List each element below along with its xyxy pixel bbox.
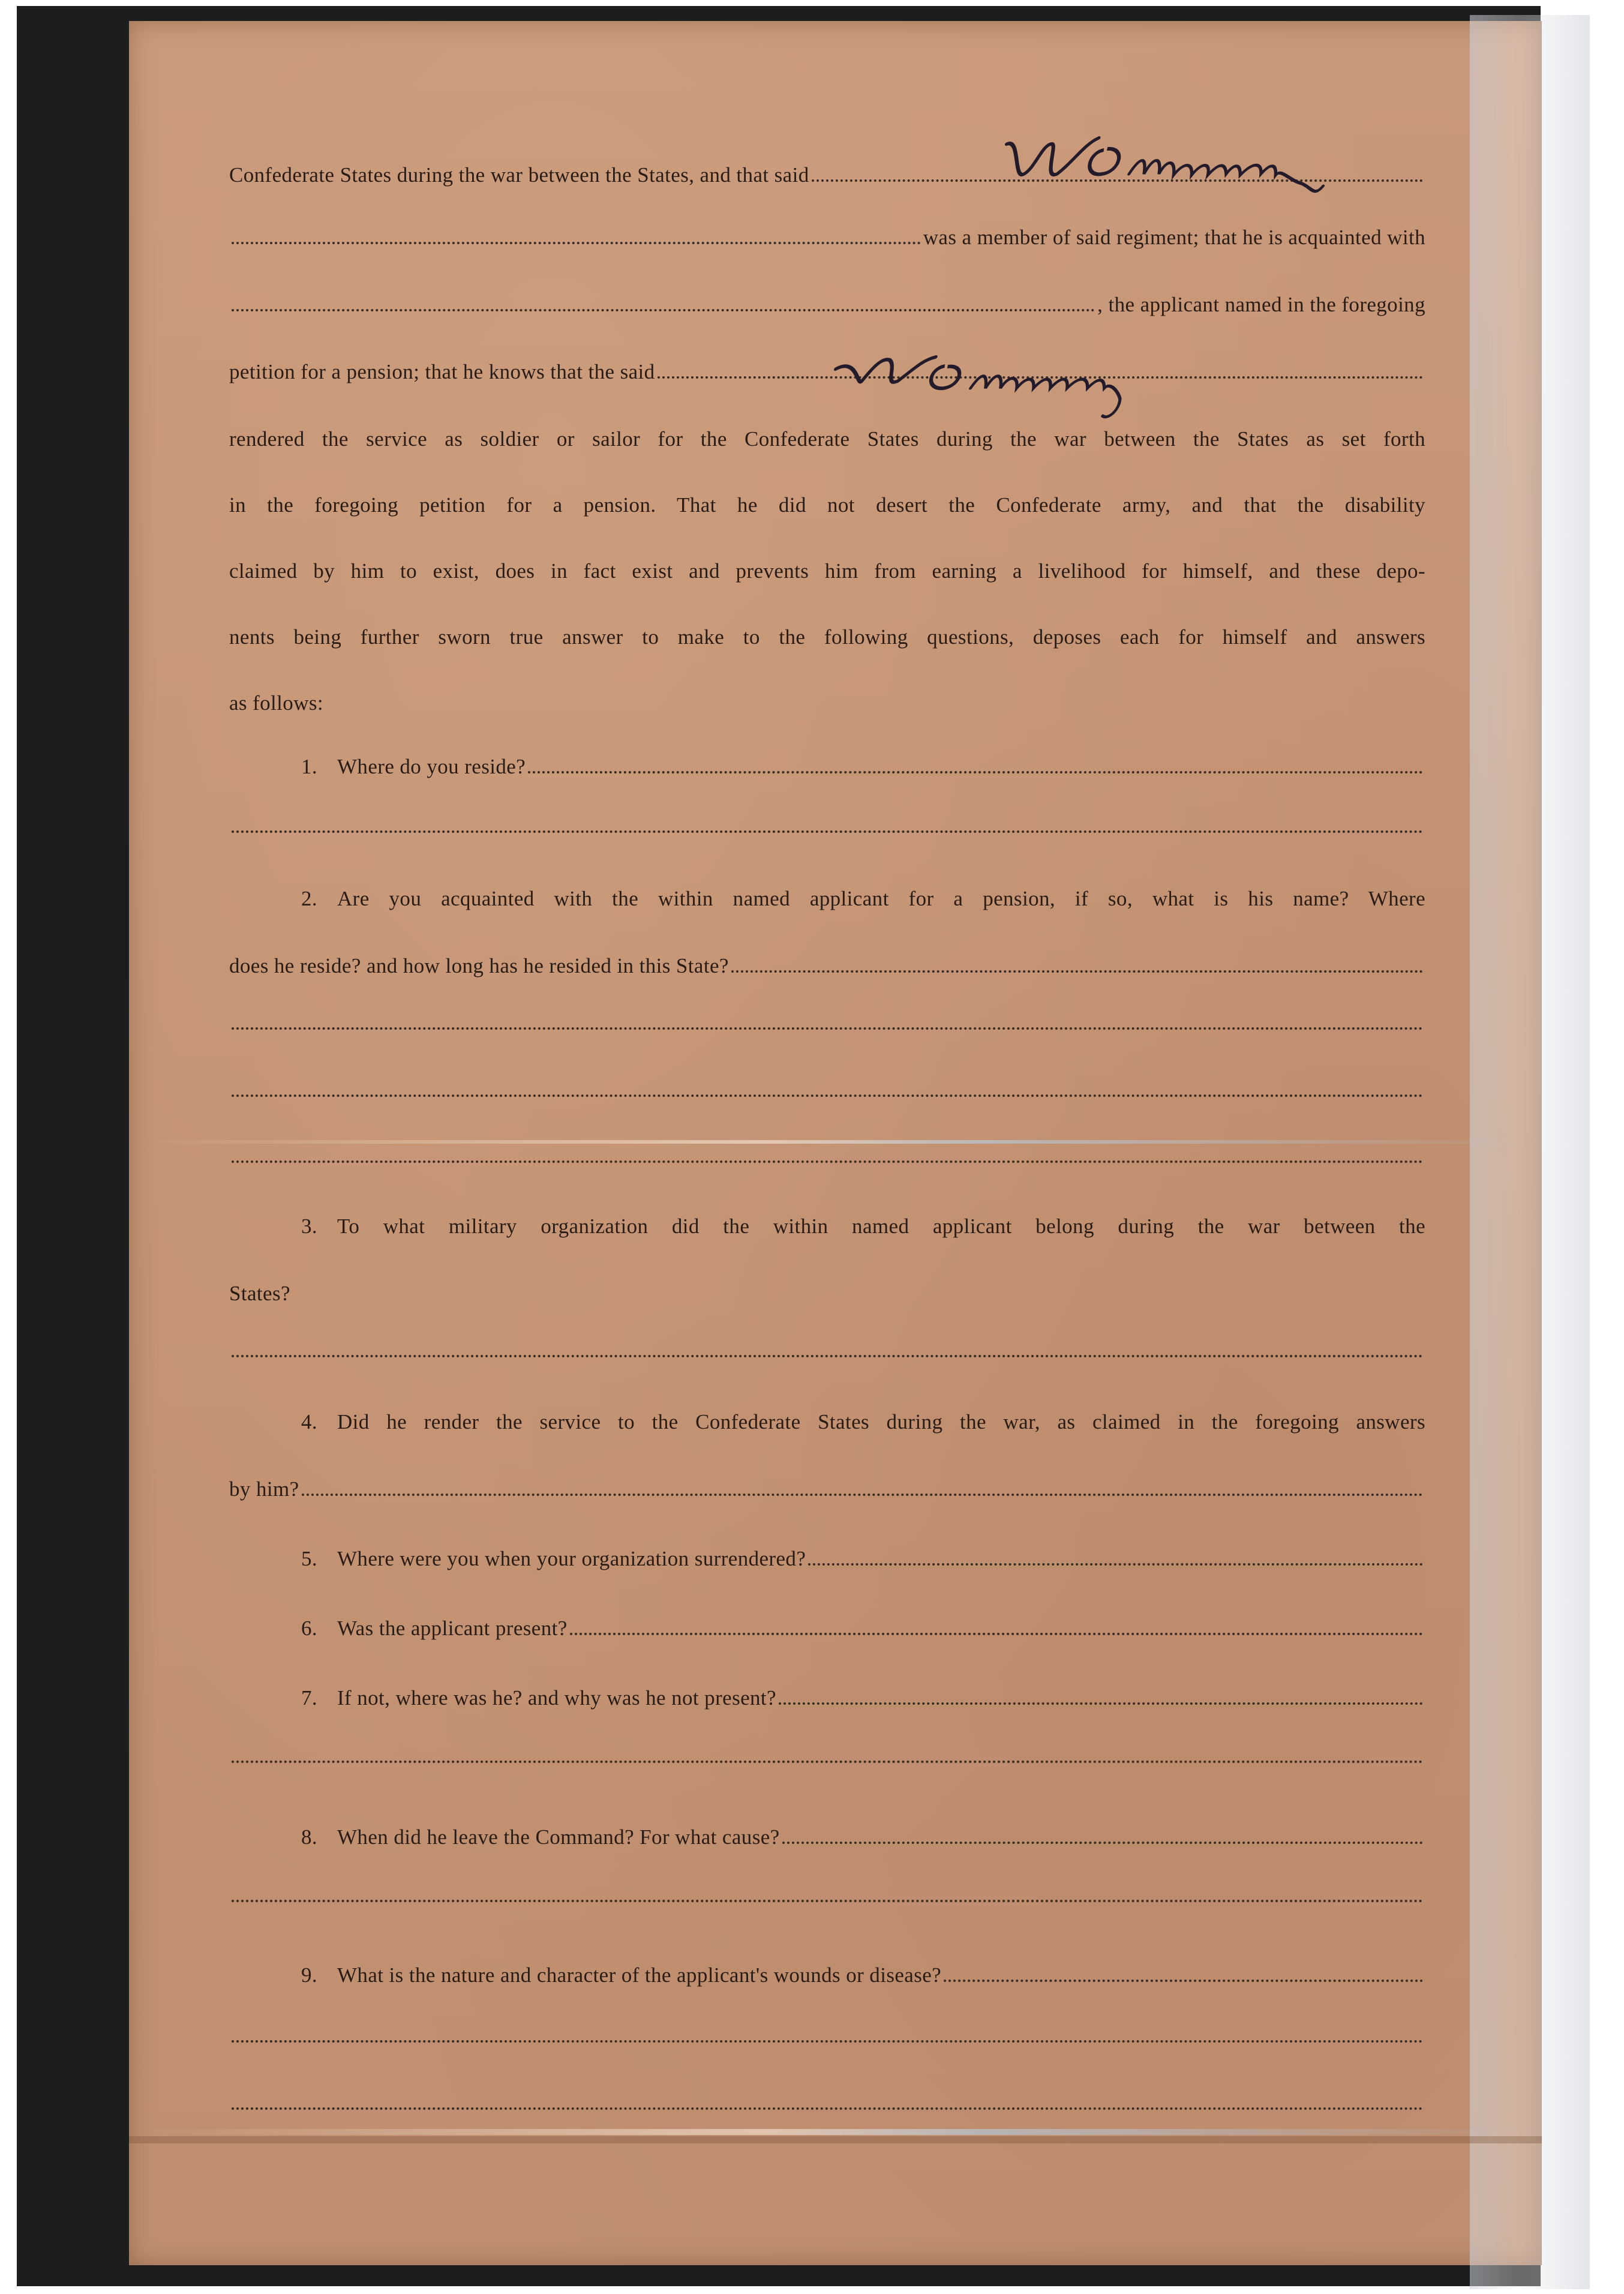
form-text: in the foregoing petition for a pension. That he did not desert the Confederate army, and that the disability <box>229 493 1425 517</box>
answer-field <box>232 1893 1423 1902</box>
answer-line <box>229 1020 1425 1030</box>
answer-line <box>229 1348 1425 1357</box>
question-number: 4. <box>301 1410 318 1434</box>
answer-line <box>229 1153 1425 1163</box>
question-text: Where do you reside? <box>337 755 526 778</box>
form-text: Confederate States during the war between the States, and that said <box>229 163 809 187</box>
question-number: 1. <box>301 755 318 778</box>
question-4-continued <box>229 1477 1425 1501</box>
question-2 <box>229 887 1425 911</box>
question-number: 5. <box>301 1547 318 1570</box>
answer-field <box>232 1087 1423 1097</box>
form-text: nents being further sworn true answer to make to the following questions, deposes each for himself and answers <box>229 625 1425 649</box>
question-text: Did he render the service to the Confederate States during the war, as claimed in the foregoing answers <box>337 1410 1425 1434</box>
answer-field <box>232 1753 1423 1763</box>
form-line-6 <box>229 493 1425 517</box>
handwritten-signature-1 <box>985 126 1415 192</box>
question-3 <box>229 1215 1425 1239</box>
form-line-9 <box>229 691 1425 715</box>
question-number: 6. <box>301 1617 318 1640</box>
question-number: 9. <box>301 1963 318 1987</box>
answer-field <box>232 2100 1423 2110</box>
lower-fold-crease <box>129 2129 1542 2135</box>
answer-line <box>229 1893 1425 1902</box>
answer-field <box>944 1972 1423 1982</box>
form-text: claimed by him to exist, does in fact exist and prevents him from earning a livelihood for himself, and these depo- <box>229 559 1425 583</box>
plastic-sleeve-edge <box>1470 15 1590 2289</box>
form-text: petition for a pension; that he knows that the said <box>229 360 655 383</box>
question-text: What is the nature and character of the applicant's wounds or disease? <box>337 1963 942 1987</box>
question-6 <box>229 1617 1425 1641</box>
question-number: 7. <box>301 1686 318 1710</box>
form-line-7 <box>229 559 1425 583</box>
answer-line <box>229 1753 1425 1763</box>
question-9 <box>229 1963 1425 1987</box>
answer-field <box>232 1348 1423 1357</box>
question-text: does he reside? and how long has he resided in this State? <box>229 954 729 977</box>
form-text: as follows: <box>229 691 324 715</box>
question-text: Are you acquainted with the within named applicant for a pension, if so, what is his name? Where <box>337 887 1425 910</box>
form-line-2 <box>229 226 1425 250</box>
answer-line <box>229 2100 1425 2110</box>
handwritten-signature-2 <box>812 345 1269 423</box>
question-text: To what military organization did the within named applicant belong during the war between the <box>337 1215 1425 1238</box>
question-text: by him? <box>229 1477 299 1501</box>
question-number: 2. <box>301 887 318 910</box>
blank-field <box>232 302 1095 311</box>
question-3-continued <box>229 1282 1425 1306</box>
form-text: rendered the service as soldier or sailor for the Confederate States during the war between the States as set forth <box>229 427 1425 451</box>
answer-field <box>232 823 1423 833</box>
form-line-3 <box>229 293 1425 317</box>
answer-field <box>232 2033 1423 2043</box>
question-2-continued <box>229 954 1425 978</box>
form-text: was a member of said regiment; that he is acquainted with <box>923 226 1425 249</box>
question-8 <box>229 1825 1425 1849</box>
answer-line <box>229 2033 1425 2043</box>
question-text: Was the applicant present? <box>337 1617 568 1640</box>
question-7 <box>229 1686 1425 1710</box>
answer-field <box>232 1020 1423 1030</box>
question-number: 8. <box>301 1825 318 1849</box>
question-4 <box>229 1410 1425 1434</box>
answer-line <box>229 1087 1425 1097</box>
question-text: If not, where was he? and why was he not present? <box>337 1686 776 1710</box>
answer-line <box>229 823 1425 833</box>
form-line-5 <box>229 427 1425 451</box>
question-number: 3. <box>301 1215 318 1238</box>
blank-field <box>232 235 921 244</box>
answer-field <box>232 1153 1423 1163</box>
answer-field <box>570 1626 1423 1635</box>
answer-field <box>808 1556 1423 1566</box>
answer-field <box>731 963 1423 973</box>
question-text: Where were you when your organization surrendered? <box>337 1547 806 1570</box>
question-5 <box>229 1547 1425 1571</box>
fold-crease <box>129 1140 1542 1144</box>
question-1 <box>229 755 1425 779</box>
question-text: When did he leave the Command? For what cause? <box>337 1825 780 1849</box>
page-edge <box>129 2136 1542 2143</box>
answer-field <box>779 1695 1423 1705</box>
form-text: , the applicant named in the foregoing <box>1097 293 1425 316</box>
answer-field <box>302 1486 1423 1496</box>
answer-field <box>528 764 1423 773</box>
answer-field <box>782 1834 1423 1844</box>
form-line-8 <box>229 625 1425 649</box>
question-text: States? <box>229 1282 290 1305</box>
